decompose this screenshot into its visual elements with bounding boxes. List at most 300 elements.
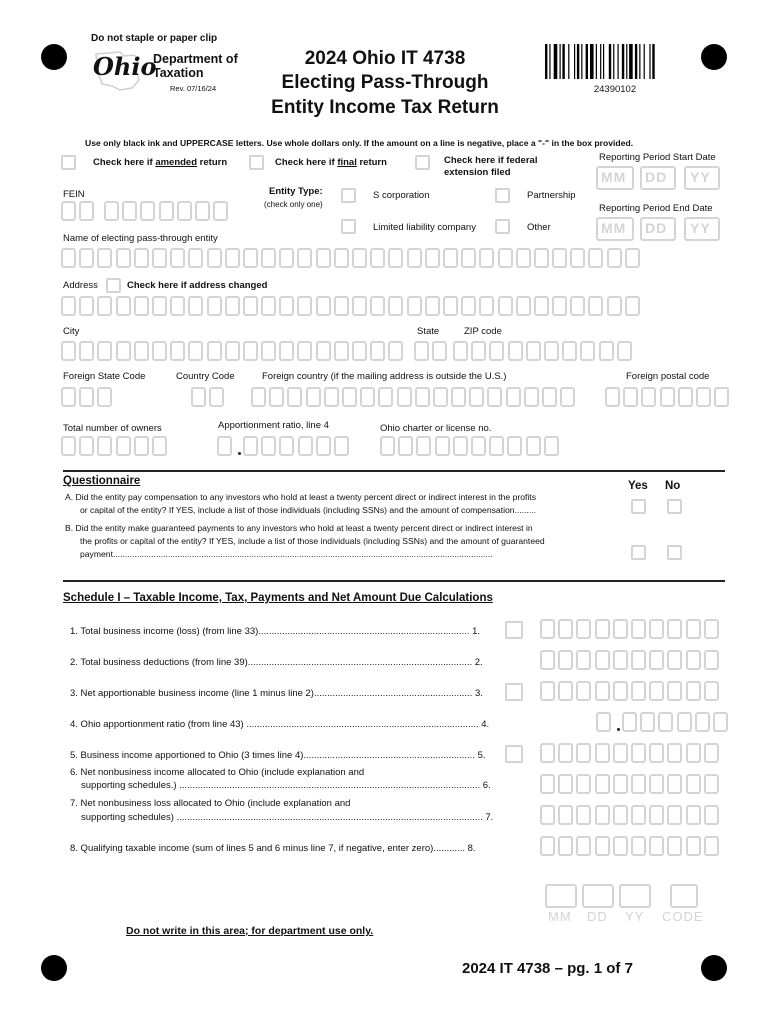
char-cell[interactable]	[425, 296, 440, 316]
char-cell[interactable]	[251, 387, 266, 407]
char-cell[interactable]	[631, 774, 646, 794]
char-cell[interactable]	[451, 387, 466, 407]
char-cell[interactable]	[461, 248, 476, 268]
char-cell[interactable]	[79, 436, 94, 456]
char-cell[interactable]	[61, 341, 76, 361]
char-cell[interactable]	[97, 387, 112, 407]
country-code-field[interactable]	[191, 387, 227, 407]
char-cell[interactable]	[507, 436, 522, 456]
apportionment-field[interactable]	[217, 436, 377, 456]
char-cell[interactable]	[576, 650, 591, 670]
char-cell[interactable]	[425, 248, 440, 268]
char-cell[interactable]	[704, 681, 719, 701]
char-cell[interactable]	[631, 836, 646, 856]
state-field[interactable]	[414, 341, 450, 361]
char-cell[interactable]	[370, 248, 385, 268]
barcode-bar	[590, 44, 594, 79]
char-cell[interactable]	[560, 387, 575, 407]
char-cell[interactable]	[558, 619, 573, 639]
foreign-postal-label: Foreign postal code	[626, 371, 710, 382]
char-cell[interactable]	[116, 248, 131, 268]
entity-type-note: (check only one)	[264, 200, 323, 209]
char-cell[interactable]	[370, 341, 385, 361]
char-cell[interactable]	[534, 248, 549, 268]
char-cell[interactable]	[631, 650, 646, 670]
line-1-negative-box[interactable]	[505, 621, 523, 639]
char-cell[interactable]	[225, 341, 240, 361]
char-cell[interactable]	[704, 619, 719, 639]
char-cell[interactable]	[596, 712, 611, 732]
char-cell[interactable]	[540, 650, 555, 670]
entity-name-field[interactable]	[61, 248, 643, 268]
char-cell[interactable]	[188, 341, 203, 361]
char-cell[interactable]	[79, 387, 94, 407]
other-label: Other	[527, 222, 551, 233]
char-cell[interactable]	[649, 743, 664, 763]
char-cell[interactable]	[97, 248, 112, 268]
char-cell[interactable]	[686, 836, 701, 856]
char-cell[interactable]	[686, 774, 701, 794]
char-cell[interactable]	[104, 201, 119, 221]
char-cell[interactable]	[243, 248, 258, 268]
char-cell[interactable]	[613, 805, 628, 825]
char-cell[interactable]	[453, 341, 468, 361]
dept-code-label: CODE	[662, 909, 704, 924]
char-cell[interactable]	[631, 681, 646, 701]
char-cell[interactable]	[686, 805, 701, 825]
char-cell[interactable]	[558, 805, 573, 825]
char-cell[interactable]	[279, 341, 294, 361]
char-cell[interactable]	[704, 805, 719, 825]
char-cell[interactable]	[613, 743, 628, 763]
char-cell[interactable]	[677, 712, 692, 732]
char-cell[interactable]	[140, 201, 155, 221]
char-cell[interactable]	[516, 248, 531, 268]
fein-field-part2[interactable]	[104, 201, 231, 221]
char-cell[interactable]	[622, 712, 637, 732]
char-cell[interactable]	[388, 248, 403, 268]
char-cell[interactable]	[686, 681, 701, 701]
char-cell[interactable]	[623, 387, 638, 407]
line-3-amount-field[interactable]	[540, 681, 722, 701]
char-cell[interactable]	[279, 436, 294, 456]
char-cell[interactable]	[607, 296, 622, 316]
char-cell[interactable]	[453, 436, 468, 456]
owners-field[interactable]	[61, 436, 170, 456]
char-cell[interactable]	[558, 681, 573, 701]
llc-checkbox[interactable]	[341, 219, 356, 234]
char-cell[interactable]	[498, 248, 513, 268]
revision-date: Rev. 07/16/24	[170, 84, 217, 93]
char-cell[interactable]	[576, 836, 591, 856]
char-cell[interactable]	[207, 296, 222, 316]
address-changed-checkbox[interactable]	[106, 278, 121, 293]
char-cell[interactable]	[79, 296, 94, 316]
char-cell[interactable]	[243, 436, 258, 456]
dept-mm-box	[545, 884, 577, 908]
char-cell[interactable]	[540, 743, 555, 763]
char-cell[interactable]	[388, 296, 403, 316]
char-cell[interactable]	[667, 619, 682, 639]
char-cell[interactable]	[188, 296, 203, 316]
char-cell[interactable]	[558, 836, 573, 856]
char-cell[interactable]	[595, 805, 610, 825]
char-cell[interactable]	[461, 296, 476, 316]
char-cell[interactable]	[177, 201, 192, 221]
charter-field[interactable]	[380, 436, 562, 456]
char-cell[interactable]	[667, 774, 682, 794]
char-cell[interactable]	[352, 341, 367, 361]
char-cell[interactable]	[415, 387, 430, 407]
char-cell[interactable]	[613, 619, 628, 639]
foreign-country-field[interactable]	[251, 387, 578, 407]
char-cell[interactable]	[667, 743, 682, 763]
char-cell[interactable]	[617, 341, 632, 361]
char-cell[interactable]	[660, 387, 675, 407]
char-cell[interactable]	[649, 805, 664, 825]
question-a-yes-checkbox[interactable]	[631, 499, 646, 514]
char-cell[interactable]	[61, 436, 76, 456]
char-cell[interactable]	[704, 650, 719, 670]
char-cell[interactable]	[279, 296, 294, 316]
line-7-label-line2: supporting schedules) .................................................................................................................... 7.	[81, 812, 494, 823]
char-cell[interactable]	[334, 248, 349, 268]
s-corporation-checkbox[interactable]	[341, 188, 356, 203]
char-cell[interactable]	[534, 296, 549, 316]
char-cell[interactable]	[704, 774, 719, 794]
char-cell[interactable]	[471, 341, 486, 361]
char-cell[interactable]	[540, 681, 555, 701]
question-a-no-checkbox[interactable]	[667, 499, 682, 514]
char-cell[interactable]	[334, 296, 349, 316]
char-cell[interactable]	[378, 387, 393, 407]
char-cell[interactable]	[116, 436, 131, 456]
char-cell[interactable]	[487, 387, 502, 407]
char-cell[interactable]	[297, 296, 312, 316]
char-cell[interactable]	[498, 296, 513, 316]
char-cell[interactable]	[97, 296, 112, 316]
question-b-yes-checkbox[interactable]	[631, 545, 646, 560]
line-5-label: 5. Business income apportioned to Ohio (3 times line 4)................................................................. 5.	[70, 750, 486, 761]
char-cell[interactable]	[506, 387, 521, 407]
barcode-bar	[649, 44, 650, 79]
char-cell[interactable]	[207, 248, 222, 268]
char-cell[interactable]	[134, 436, 149, 456]
char-cell[interactable]	[631, 805, 646, 825]
char-cell[interactable]	[188, 248, 203, 268]
char-cell[interactable]	[443, 248, 458, 268]
char-cell[interactable]	[433, 387, 448, 407]
char-cell[interactable]	[696, 387, 711, 407]
char-cell[interactable]	[416, 436, 431, 456]
char-cell[interactable]	[213, 201, 228, 221]
char-cell[interactable]	[516, 296, 531, 316]
line-7-amount-field[interactable]	[540, 805, 722, 825]
question-a: A. Did the entity pay compensation to any investors who hold at least a twenty percent direct or indirect interest in the profits	[65, 492, 536, 502]
char-cell[interactable]	[324, 387, 339, 407]
extension-filed-checkbox[interactable]	[415, 155, 430, 170]
foreign-state-field[interactable]	[61, 387, 116, 407]
char-cell[interactable]	[97, 341, 112, 361]
char-cell[interactable]	[279, 248, 294, 268]
char-cell[interactable]	[667, 805, 682, 825]
char-cell[interactable]	[298, 436, 313, 456]
char-cell[interactable]	[713, 712, 728, 732]
char-cell[interactable]	[79, 201, 94, 221]
char-cell[interactable]	[595, 774, 610, 794]
char-cell[interactable]	[195, 201, 210, 221]
char-cell[interactable]	[243, 341, 258, 361]
char-cell[interactable]	[686, 619, 701, 639]
char-cell[interactable]	[631, 743, 646, 763]
registration-mark-top-left	[41, 44, 67, 70]
entity-type-label: Entity Type:	[269, 186, 323, 197]
char-cell[interactable]	[508, 341, 523, 361]
char-cell[interactable]	[544, 436, 559, 456]
char-cell[interactable]	[576, 805, 591, 825]
char-cell[interactable]	[116, 296, 131, 316]
char-cell[interactable]	[540, 836, 555, 856]
char-cell[interactable]	[334, 341, 349, 361]
char-cell[interactable]	[607, 248, 622, 268]
zip-field[interactable]	[453, 341, 635, 361]
char-cell[interactable]	[407, 296, 422, 316]
char-cell[interactable]	[576, 681, 591, 701]
char-cell[interactable]	[316, 248, 331, 268]
char-cell[interactable]	[588, 248, 603, 268]
char-cell[interactable]	[170, 341, 185, 361]
char-cell[interactable]	[595, 743, 610, 763]
other-checkbox[interactable]	[495, 219, 510, 234]
char-cell[interactable]	[261, 341, 276, 361]
char-cell[interactable]	[695, 712, 710, 732]
char-cell[interactable]	[524, 387, 539, 407]
char-cell[interactable]	[540, 774, 555, 794]
char-cell[interactable]	[595, 836, 610, 856]
char-cell[interactable]	[122, 201, 137, 221]
char-cell[interactable]	[562, 341, 577, 361]
char-cell[interactable]	[79, 248, 94, 268]
char-cell[interactable]	[576, 743, 591, 763]
char-cell[interactable]	[152, 436, 167, 456]
char-cell[interactable]	[479, 248, 494, 268]
char-cell[interactable]	[209, 387, 224, 407]
char-cell[interactable]	[225, 248, 240, 268]
address-field[interactable]	[61, 296, 643, 316]
line-6-amount-field[interactable]	[540, 774, 722, 794]
char-cell[interactable]	[352, 296, 367, 316]
char-cell[interactable]	[469, 387, 484, 407]
char-cell[interactable]	[152, 341, 167, 361]
char-cell[interactable]	[217, 436, 232, 456]
char-cell[interactable]	[613, 650, 628, 670]
barcode-bar	[586, 44, 588, 79]
char-cell[interactable]	[297, 248, 312, 268]
dept-dd-label: DD	[587, 909, 608, 924]
question-a-line2: or capital of the entity? If YES, include a list of those individuals (including SSNs) and the amount of compensation.........	[80, 505, 537, 515]
char-cell[interactable]	[134, 341, 149, 361]
char-cell[interactable]	[191, 387, 206, 407]
char-cell[interactable]	[605, 387, 620, 407]
char-cell[interactable]	[570, 296, 585, 316]
char-cell[interactable]	[243, 296, 258, 316]
char-cell[interactable]	[134, 296, 149, 316]
line-1-amount-field[interactable]	[540, 619, 722, 639]
line-3-label: 3. Net apportionable business income (line 1 minus line 2)............................................................ 3.	[70, 688, 483, 699]
char-cell[interactable]	[595, 681, 610, 701]
char-cell[interactable]	[261, 436, 276, 456]
line-8-amount-field[interactable]	[540, 836, 722, 856]
char-cell[interactable]	[443, 296, 458, 316]
char-cell[interactable]	[686, 650, 701, 670]
char-cell[interactable]	[397, 387, 412, 407]
partnership-checkbox[interactable]	[495, 188, 510, 203]
char-cell[interactable]	[625, 248, 640, 268]
char-cell[interactable]	[704, 743, 719, 763]
char-cell[interactable]	[542, 387, 557, 407]
line-4-ratio-field[interactable]	[596, 712, 726, 732]
char-cell[interactable]	[625, 296, 640, 316]
char-cell[interactable]	[599, 341, 614, 361]
char-cell[interactable]	[316, 341, 331, 361]
char-cell[interactable]	[316, 436, 331, 456]
char-cell[interactable]	[558, 743, 573, 763]
char-cell[interactable]	[407, 248, 422, 268]
char-cell[interactable]	[686, 743, 701, 763]
foreign-postal-field[interactable]	[605, 387, 732, 407]
char-cell[interactable]	[269, 387, 284, 407]
char-cell[interactable]	[649, 774, 664, 794]
char-cell[interactable]	[342, 387, 357, 407]
char-cell[interactable]	[287, 387, 302, 407]
char-cell[interactable]	[360, 387, 375, 407]
char-cell[interactable]	[667, 650, 682, 670]
char-cell[interactable]	[134, 248, 149, 268]
dept-yy-box	[619, 884, 651, 908]
char-cell[interactable]	[613, 836, 628, 856]
barcode-number: 24390102	[593, 84, 637, 95]
char-cell[interactable]	[352, 248, 367, 268]
char-cell[interactable]	[714, 387, 729, 407]
char-cell[interactable]	[97, 436, 112, 456]
char-cell[interactable]	[552, 296, 567, 316]
char-cell[interactable]	[414, 341, 429, 361]
char-cell[interactable]	[552, 248, 567, 268]
char-cell[interactable]	[667, 681, 682, 701]
char-cell[interactable]	[576, 619, 591, 639]
char-cell[interactable]	[152, 248, 167, 268]
char-cell[interactable]	[658, 712, 673, 732]
char-cell[interactable]	[558, 650, 573, 670]
char-cell[interactable]	[116, 341, 131, 361]
line-3-negative-box[interactable]	[505, 683, 523, 701]
char-cell[interactable]	[613, 774, 628, 794]
dept-dd-box	[582, 884, 614, 908]
char-cell[interactable]	[61, 248, 76, 268]
period-end-date-field[interactable]	[596, 217, 720, 241]
char-cell[interactable]	[588, 296, 603, 316]
char-cell[interactable]	[432, 341, 447, 361]
amended-return-checkbox[interactable]	[61, 155, 76, 170]
char-cell[interactable]	[570, 248, 585, 268]
ohio-logo-text: Ohio	[93, 52, 157, 81]
char-cell[interactable]	[580, 341, 595, 361]
char-cell[interactable]	[526, 436, 541, 456]
char-cell[interactable]	[526, 341, 541, 361]
apportionment-label: Apportionment ratio, line 4	[218, 420, 329, 431]
char-cell[interactable]	[479, 296, 494, 316]
char-cell[interactable]	[631, 619, 646, 639]
char-cell[interactable]	[544, 341, 559, 361]
line-2-amount-field[interactable]	[540, 650, 722, 670]
char-cell[interactable]	[558, 774, 573, 794]
dept-code-box	[670, 884, 698, 908]
char-cell[interactable]	[489, 436, 504, 456]
question-b-no-checkbox[interactable]	[667, 545, 682, 560]
line-5-negative-box[interactable]	[505, 745, 523, 763]
char-cell[interactable]	[61, 296, 76, 316]
char-cell[interactable]	[640, 712, 655, 732]
char-cell[interactable]	[667, 836, 682, 856]
char-cell[interactable]	[649, 619, 664, 639]
char-cell[interactable]	[388, 341, 403, 361]
char-cell[interactable]	[334, 436, 349, 456]
line-4-label: 4. Ohio apportionment ratio (from line 43) ........................................................................................ 4.	[70, 719, 490, 730]
char-cell[interactable]	[170, 248, 185, 268]
char-cell[interactable]	[435, 436, 450, 456]
char-cell[interactable]	[207, 341, 222, 361]
char-cell[interactable]	[370, 296, 385, 316]
char-cell[interactable]	[678, 387, 693, 407]
line-5-amount-field[interactable]	[540, 743, 722, 763]
char-cell[interactable]	[489, 341, 504, 361]
char-cell[interactable]	[380, 436, 395, 456]
char-cell[interactable]	[79, 341, 94, 361]
char-cell[interactable]	[61, 387, 76, 407]
char-cell[interactable]	[649, 650, 664, 670]
fein-field[interactable]	[61, 201, 97, 221]
char-cell[interactable]	[297, 341, 312, 361]
char-cell[interactable]	[595, 650, 610, 670]
char-cell[interactable]	[613, 681, 628, 701]
char-cell[interactable]	[261, 248, 276, 268]
char-cell[interactable]	[540, 805, 555, 825]
char-cell[interactable]	[306, 387, 321, 407]
address-label: Address	[63, 280, 98, 291]
char-cell[interactable]	[152, 296, 167, 316]
city-field[interactable]	[61, 341, 407, 361]
char-cell[interactable]	[159, 201, 174, 221]
char-cell[interactable]	[540, 619, 555, 639]
char-cell[interactable]	[316, 296, 331, 316]
period-start-date-field[interactable]	[596, 166, 720, 190]
char-cell[interactable]	[649, 836, 664, 856]
char-cell[interactable]	[595, 619, 610, 639]
char-cell[interactable]	[261, 296, 276, 316]
barcode-bar	[560, 44, 561, 79]
char-cell[interactable]	[649, 681, 664, 701]
char-cell[interactable]	[225, 296, 240, 316]
char-cell[interactable]	[170, 296, 185, 316]
question-b: B. Did the entity make guaranteed payments to any investors who hold at least a twenty percent direct or indirect interest in	[65, 523, 533, 533]
char-cell[interactable]	[61, 201, 76, 221]
char-cell[interactable]	[704, 836, 719, 856]
char-cell[interactable]	[398, 436, 413, 456]
char-cell[interactable]	[576, 774, 591, 794]
final-return-checkbox[interactable]	[249, 155, 264, 170]
char-cell[interactable]	[641, 387, 656, 407]
char-cell[interactable]	[471, 436, 486, 456]
